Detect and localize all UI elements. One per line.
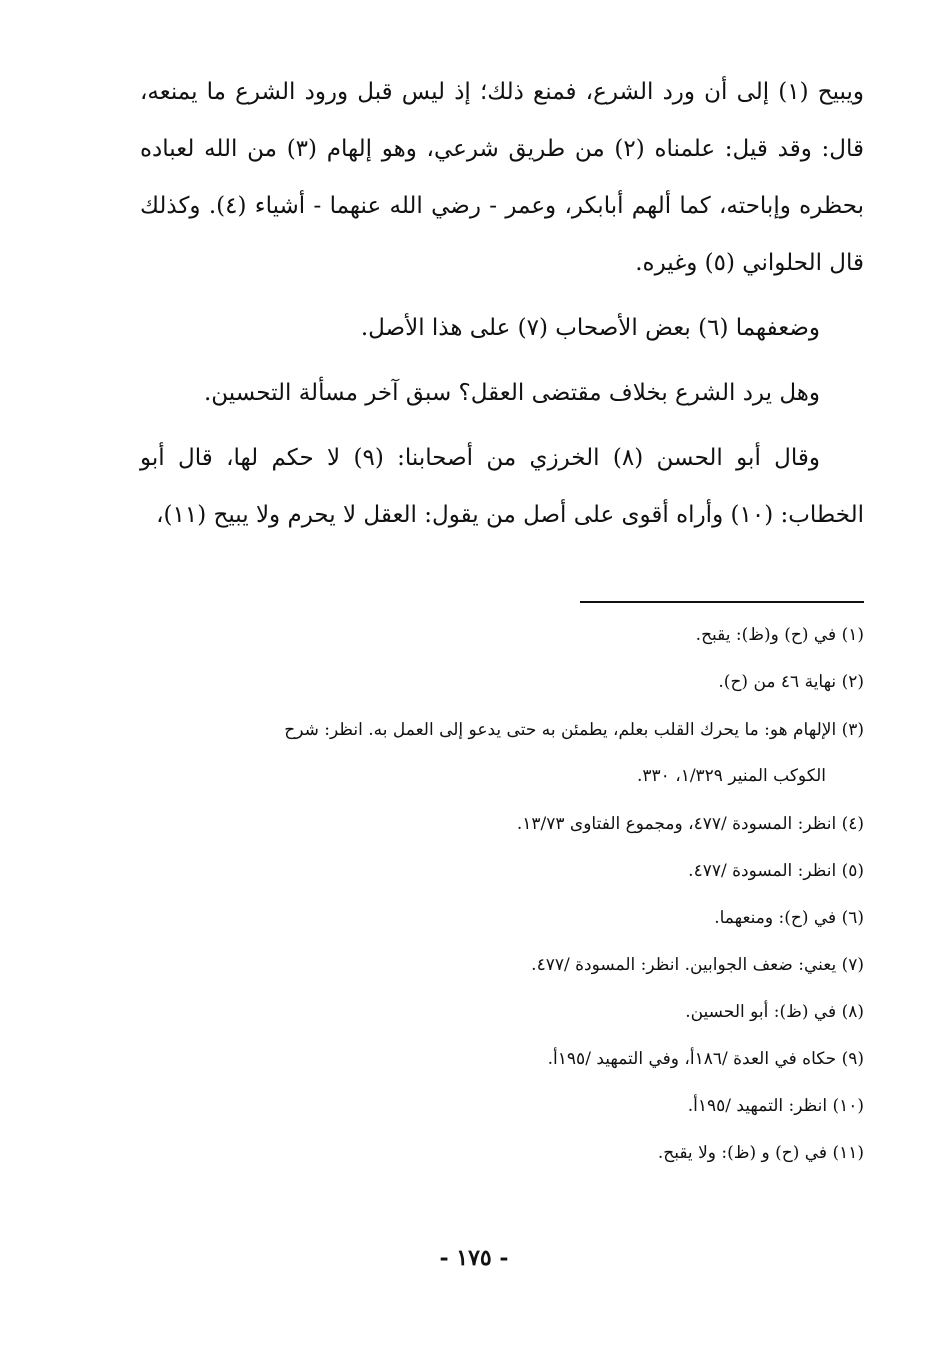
footnote: (٦) في (ح): ومنعهما. [714,908,864,928]
footnote: (١٠) انظر: التمهيد /١٩٥أ. [687,1096,864,1116]
footnotes [138,620,864,1185]
main-paragraph: ويبيح (١) إلى أن ورد الشرع، فمنع ذلك؛ إذ ليس قبل ورود الشرع ما يمنعه، قال: وقد قيل: علمناه (٢) من طريق شرعي، وهو إلهام (٣) من الله لعباده بحظره وإباحته، كما ألهم أبابكر، وعمر - رضي الله عنهما - أشياء (٤). وكذلك قال الحلواني (٥) وغيره. [140,79,864,276]
footnote: (٤) انظر: المسودة /٤٧٧، ومجموع الفتاوى ١٣/٧٣. [516,814,864,834]
footnote: (٩) حكاه في العدة /١٨٦أ، وفي التمهيد /١٩٥أ. [547,1049,864,1069]
footnote: (٥) انظر: المسودة /٤٧٧. [688,861,864,881]
main-paragraph: وهل يرد الشرع بخلاف مقتضى العقل؟ سبق آخر مسألة التحسين. [203,380,820,406]
main-paragraph: وقال أبو الحسن (٨) الخرزي من أصحابنا: (٩) لا حكم لها، قال أبو الخطاب: (١٠) وأراه أقوى على أصل من يقول: العقل لا يحرم ولا يبيح (١١)، [140,445,864,528]
main-text [140,64,864,544]
main-paragraph: وضعفهما (٦) بعض الأصحاب (٧) على هذا الأصل. [360,315,820,341]
footnote: (١) في (ح) و(ظ): يقبح. [695,625,864,645]
footnote: (٨) في (ظ): أبو الحسين. [685,1002,864,1022]
footnote: (٢) نهاية ٤٦ من (ح). [718,672,864,692]
page-number: - ١٧٥ - [439,1245,509,1271]
footnote [138,707,864,799]
footnote: (٧) يعني: ضعف الجوابين. انظر: المسودة /٤٧٧. [531,955,864,975]
footnote-line: (٣) الإلهام هو: ما يحرك القلب بعلم، يطمئن به حتى يدعو إلى العمل به. انظر: شرح [284,720,864,740]
footnote-separator [580,601,864,603]
footnote: (١١) في (ح) و (ظ): ولا يقبح. [657,1143,864,1163]
footnote-continuation: الكوكب المنير ١/٣٢٩، ٣٣٠. [636,766,826,786]
